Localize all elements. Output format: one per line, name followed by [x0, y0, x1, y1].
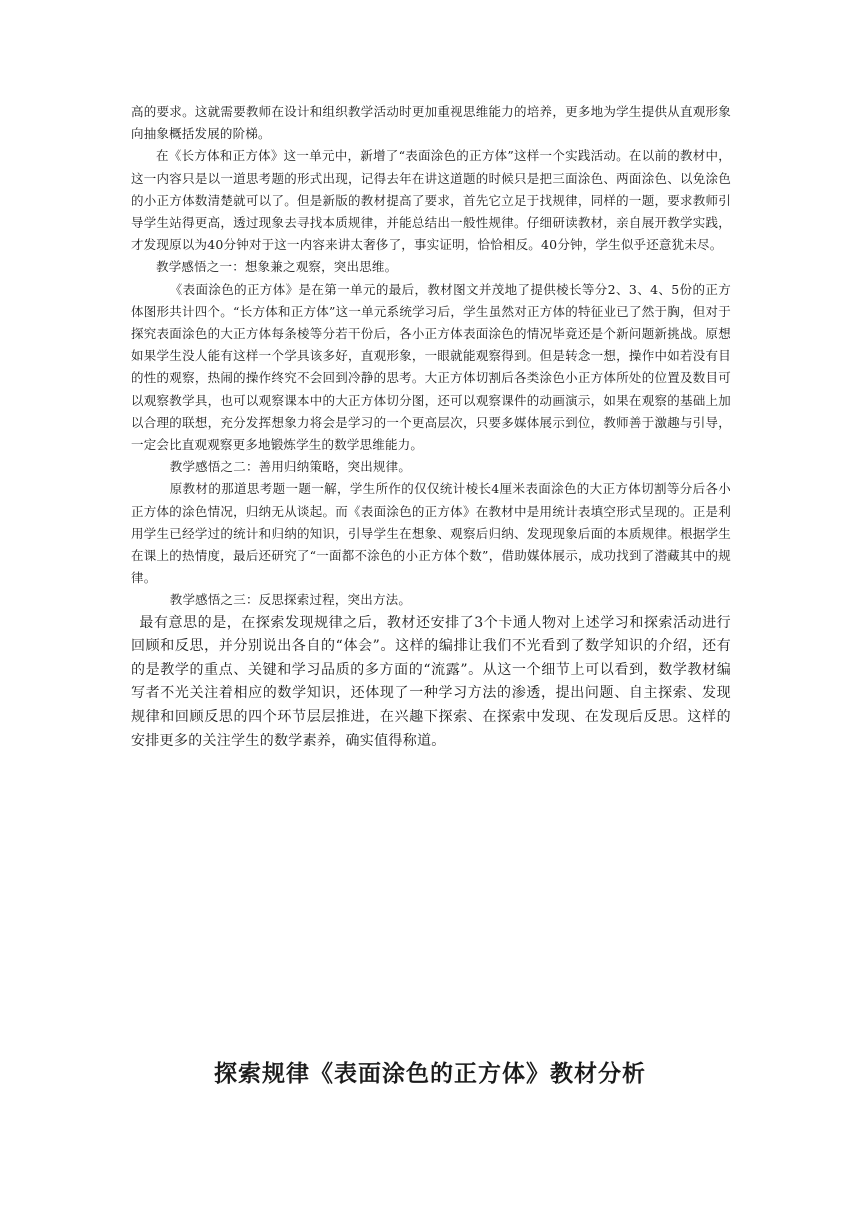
document-title: 探索规律《表面涂色的正方体》教材分析: [214, 1060, 646, 1087]
section-heading-insight-2: 教学感悟之二：善用归纳策略，突出规律。: [169, 459, 412, 475]
paragraph-insight-2: 原教材的那道思考题一题一解，学生所作的仅仅统计棱长4厘米表面涂色的大正方体切割等分后各小正方体的涂色情况，归纳无从谈起。而《表面涂色的正方体》在教材中是用统计表填空形式呈现的。正是利用学生已经学过的统计和归纳的知识，引导学生在想象、观察后归纳、发现现象后面的本质规律。根据学生在课上的热情度，最后还研究了“一面都不涂色的小正方体个数”，借助媒体展示，成功找到了潜藏其中的规律。: [131, 481, 731, 586]
section-heading-insight-3: 教学感悟之三：反思探索过程，突出方法。: [169, 592, 412, 608]
paragraph-conclusion: 最有意思的是，在探索发现规律之后，教材还安排了3个卡通人物对上述学习和探索活动进行回顾和反思，并分别说出各自的“体会”。这样的编排让我们不光看到了数学知识的介绍，还有的是教学的重点、关键和学习品质的多方面的“流露”。从这一个细节上可以看到，数学教材编写者不光关注着相应的数学知识，还体现了一种学习方法的渗透，提出问题、自主探索、发现规律和回顾反思的四个环节层层推进，在兴趣下探索、在探索中发现、在发现后反思。这样的安排更多的关注学生的数学素养，确实值得称道。: [131, 614, 731, 749]
paragraph-insight-1: 《表面涂色的正方体》是在第一单元的最后，教材图文并茂地了提供棱长等分2、3、4、5份的正方体图形共计四个。“长方体和正方体”这一单元系统学习后，学生虽然对正方体的特征业已了然于胸，但对于探究表面涂色的大正方体每条棱等分若干份后，各小正方体表面涂色的情况毕竟还是个新问题新挑战。原想如果学生没人能有这样一个学具该多好，直观形象，一眼就能观察得到。但是转念一想，操作中如若没有目的性的观察，热闹的操作终究不会回到冷静的思考。大正方体切割后各类涂色小正方体所处的位置及数目可以观察教学具，也可以观察课本中的大正方体切分图，还可以观察课件的动画演示，如果在观察的基础上加以合理的联想，充分发挥想象力将会是学习的一个更高层次，只要多媒体展示到位，教师善于激趣与引导，一定会比直观观察更多地锻炼学生的数学思维能力。: [131, 281, 731, 453]
paragraph-intro: 在《长方体和正方体》这一单元中，新增了“表面涂色的正方体”这样一个实践活动。在以前的教材中，这一内容只是以一道思考题的形式出现，记得去年在讲这道题的时候只是把三面涂色、两面涂色、以免涂色的小正方体数清楚就可以了。但是新版的教材提高了要求，首先它立足于找规律，同样的一题，要求教师引导学生站得更高，透过现象去寻找本质规律，并能总结出一般性规律。仔细研读教材，亲自展开教学实践，才发现原以为40分钟对于这一内容来讲太奢侈了，事实证明，恰恰相反。40分钟，学生似乎还意犹未尽。: [131, 148, 731, 253]
section-heading-insight-1: 教学感悟之一：想象兼之观察，突出思维。: [156, 259, 398, 275]
paragraph-continuation: 高的要求。这就需要教师在设计和组织教学活动时更加重视思维能力的培养，更多地为学生提供从直观形象向抽象概括发展的阶梯。: [131, 104, 731, 142]
document-body: [131, 101, 731, 753]
